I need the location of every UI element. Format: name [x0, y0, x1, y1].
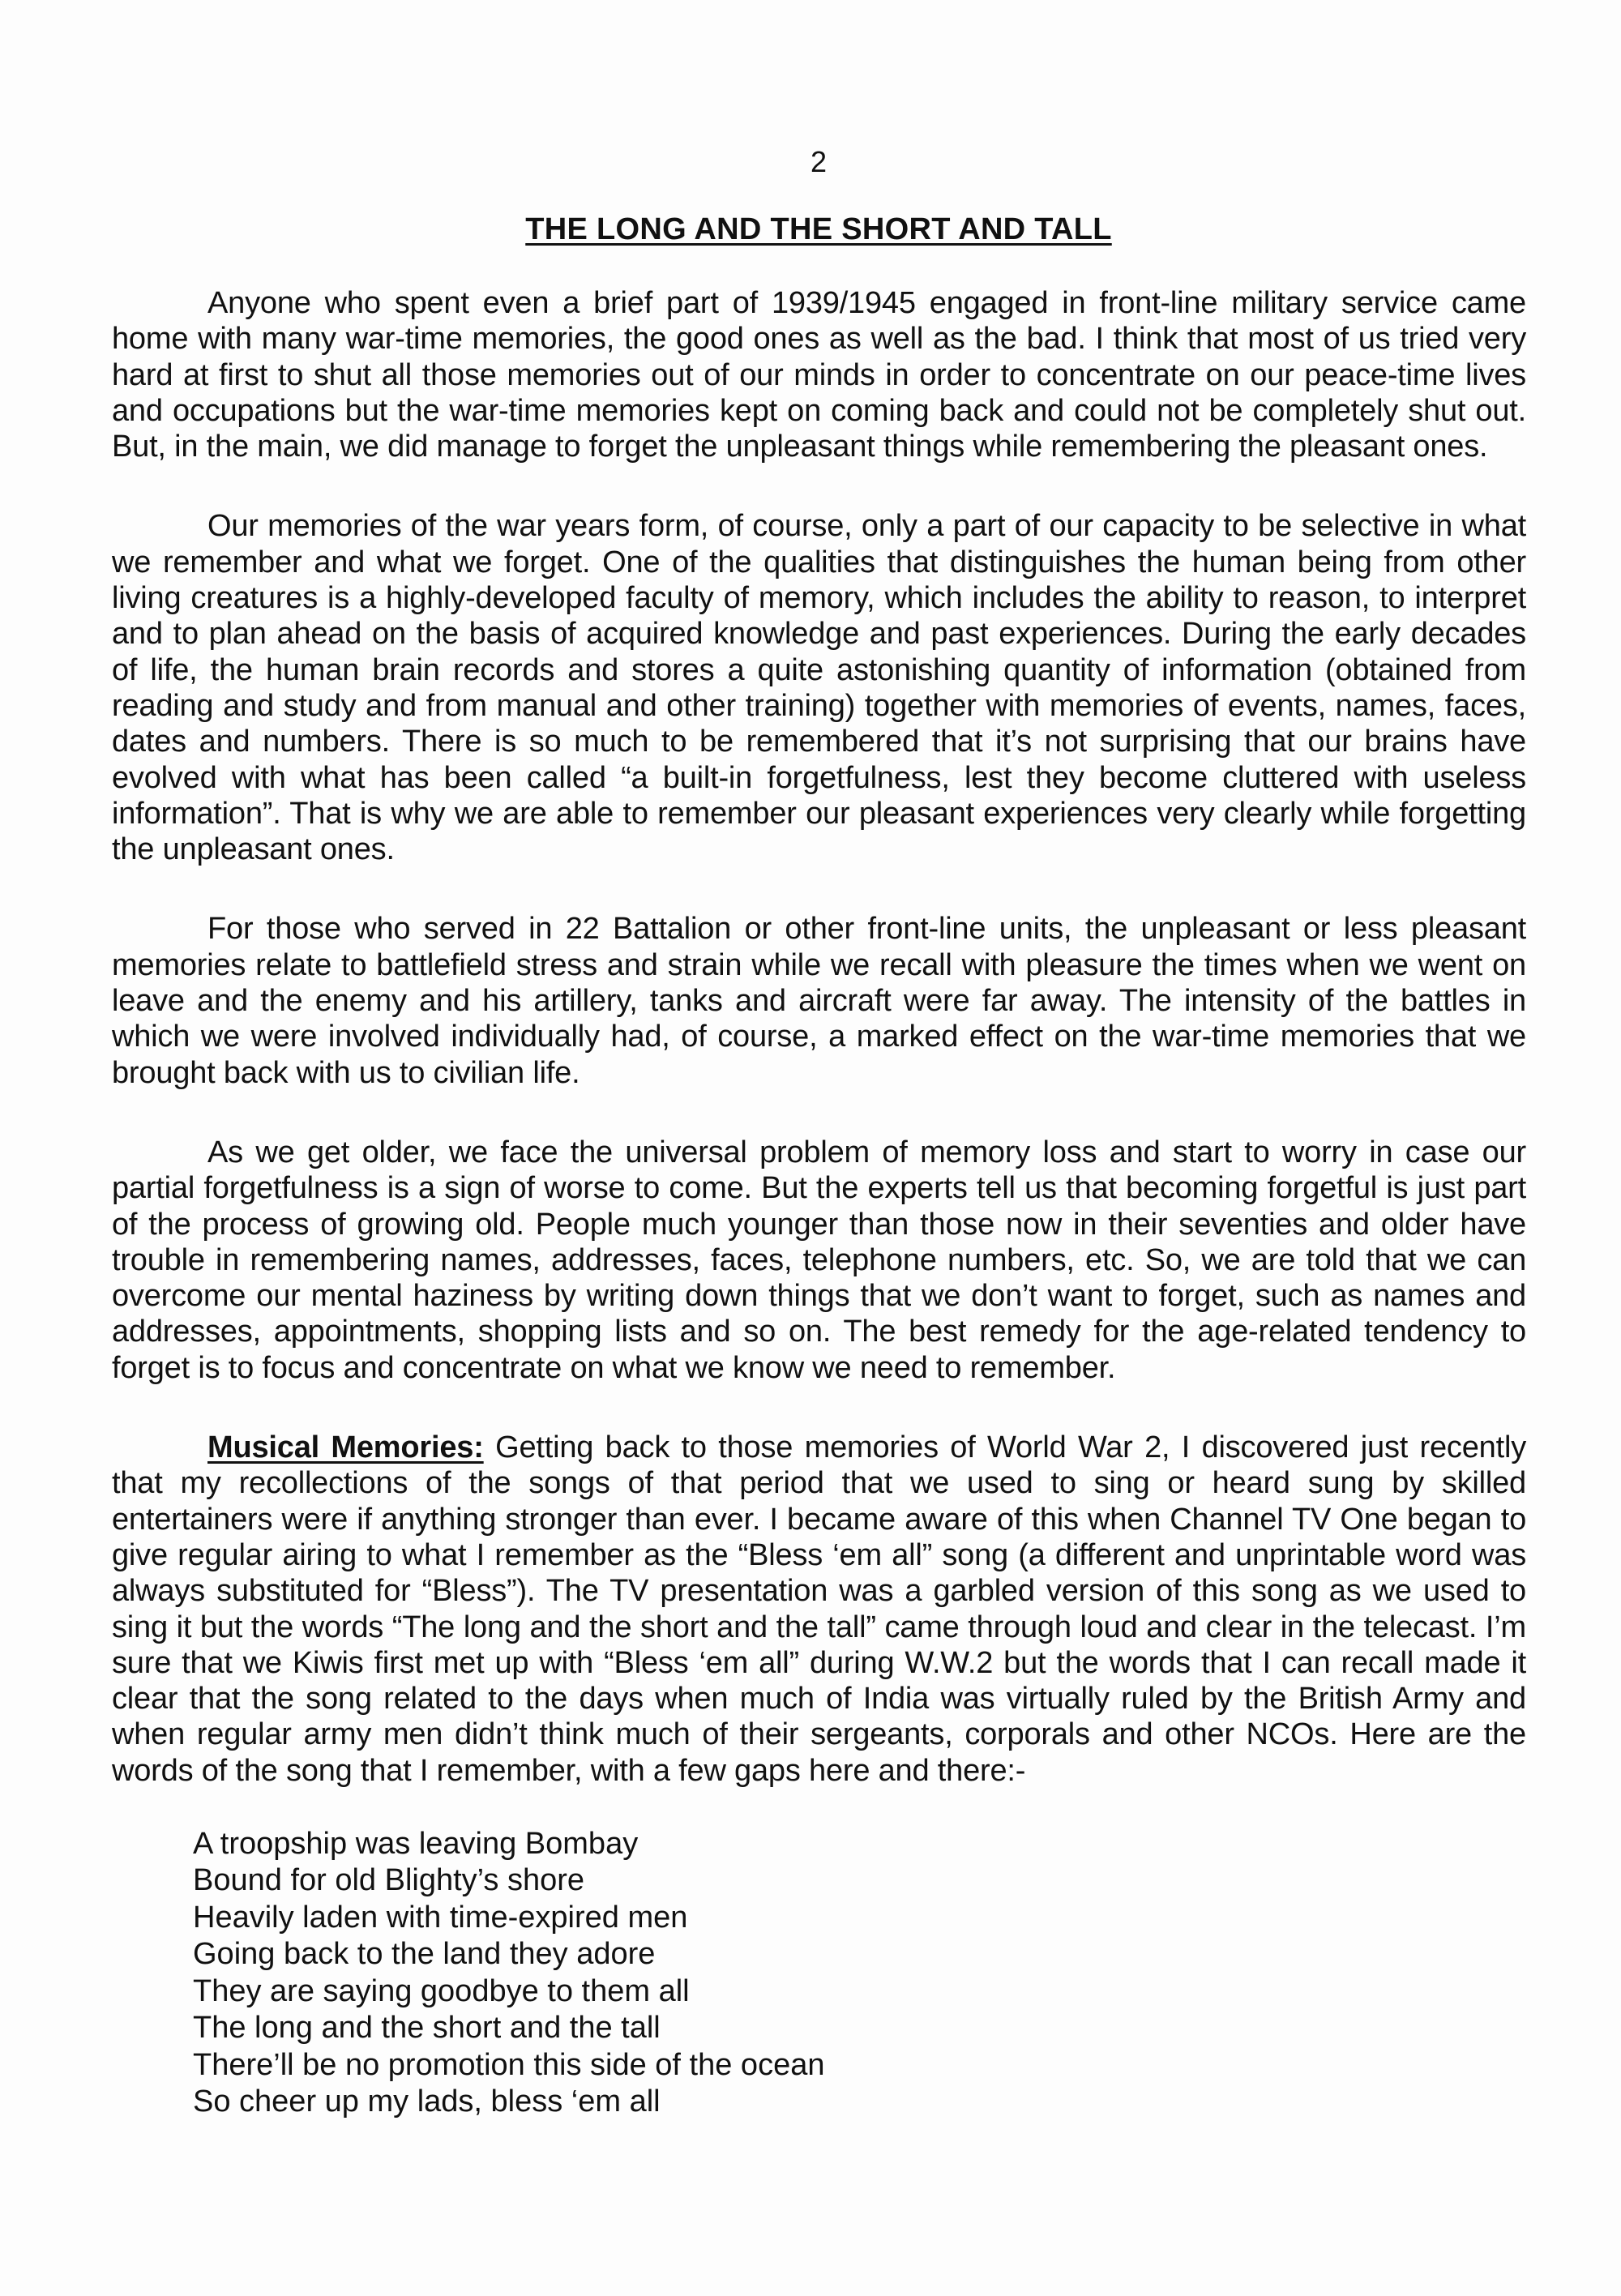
paragraph-front-line-units: For those who served in 22 Battalion or other front-line units, the unpleasant or less pleasant memories relate to battlefield stress and strain while we recall with pleasure the times when we went on leave and the enemy and his artillery, tanks and aircraft were far away. The intensity of the battles in which we were involved individually had, of course, a marked effect on the war-time memories that we brought back with us to civilian life.	[112, 912, 1526, 1090]
musical-memories-text: Getting back to those memories of World War 2, I discovered just recently that my recollections of the songs of that period that we used to sing or heard sung by skilled entertainers were if anything stronger than ever. I became aware of this when Channel TV One began to give regular airing to what I remember as the “Bless ‘em all” song (a different and unprintable word was always substituted for “Bless”). The TV presentation was a garbled version of this song as we used to sing it but the words “The long and the short and the tall” came through loud and clear in the telecast. I’m sure that we Kiwis first met up with “Bless ‘em all” during W.W.2 but the words that I can recall made it clear that the song related to the days when much of India was virtually ruled by the British Army and when regular army men didn’t think much of their sergeants, corporals and other NCOs. Here are the words of the song that I remember, with a few gaps here and there:-	[112, 1430, 1526, 1788]
paragraph-war-memories: Anyone who spent even a brief part of 1939/1945 engaged in front-line military service came home with many war-time memories, the good ones as well as the bad. I think that most of us tried very hard at first to shut all those memories out of our minds in order to concentrate on our peace-time lives and occupations but the war-time memories kept on coming back and could not be completely shut out. But, in the main, we did manage to forget the unpleasant things while remembering the pleasant ones.	[112, 286, 1526, 464]
song-line: Going back to the land they adore	[193, 1937, 656, 1972]
song-line: A troopship was leaving Bombay	[193, 1826, 639, 1861]
song-line: So cheer up my lads, bless ‘em all	[193, 2084, 661, 2119]
song-line: There’ll be no promotion this side of the ocean	[193, 2047, 825, 2082]
song-line: The long and the short and the tall	[193, 2011, 661, 2046]
page-title: THE LONG AND THE SHORT AND TALL	[525, 212, 1112, 246]
paragraph-selective-memory: Our memories of the war years form, of course, only a part of our capacity to be selective in what we remember and what we forget. One of the qualities that distinguishes the human being from other living creatures is a highly-developed faculty of memory, which includes the ability to reason, to interpret and to plan ahead on the basis of acquired knowledge and past experiences. During the early decades of life, the human brain records and stores a quite astonishing quantity of information (obtained from reading and study and from manual and other training) together with memories of events, names, faces, dates and numbers. There is so much to be remembered that it’s not surprising that our brains have evolved with what has been called “a built-in forgetfulness, lest they become cluttered with useless information”. That is why we are able to remember our pleasant experiences very clearly while forgetting the unpleasant ones.	[112, 509, 1526, 867]
song-line: Heavily laden with time-expired men	[193, 1900, 688, 1935]
paragraph-musical-memories	[112, 1430, 1526, 1789]
page-number: 2	[810, 145, 828, 178]
paragraph-memory-loss: As we get older, we face the universal problem of memory loss and start to worry in case our partial forgetfulness is a sign of worse to come. But the experts tell us that becoming forgetful is just part of the process of growing old. People much younger than those now in their seventies and older have trouble in remembering names, addresses, faces, telephone numbers, etc. So, we are told that we can overcome our mental haziness by writing down things that we don’t want to forget, such as names and addresses, appointments, shopping lists and so on. The best remedy for the age-related tendency to forget is to focus and concentrate on what we know we need to remember.	[112, 1135, 1526, 1385]
document-body	[112, 285, 1526, 2121]
song-line: They are saying goodbye to them all	[193, 1973, 690, 2008]
song-line: Bound for old Blighty’s shore	[193, 1863, 585, 1898]
song-lyrics	[193, 1826, 1526, 2121]
section-heading-musical-memories: Musical Memories:	[207, 1430, 484, 1465]
